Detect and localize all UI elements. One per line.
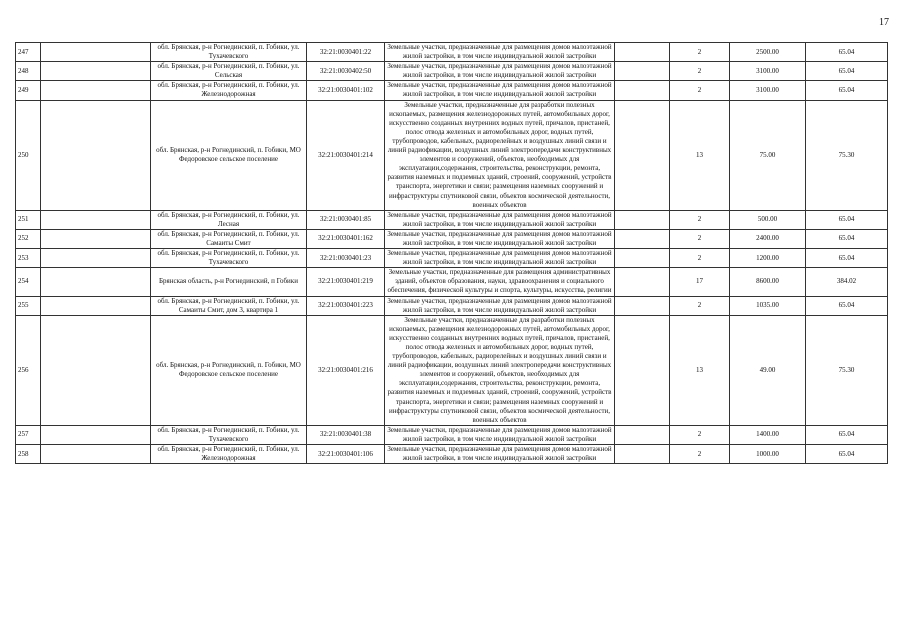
empty-cell: [41, 210, 151, 229]
empty-cell: [615, 229, 670, 248]
empty-cell: [41, 62, 151, 81]
purpose-cell: Земельные участки, предназначенные для размещения домов малоэтажной жилой застройки, в том числе индивидуальной жилой застройки: [385, 296, 615, 315]
area-cell: 3100.00: [730, 62, 806, 81]
area-cell: 1000.00: [730, 445, 806, 464]
empty-cell: [615, 249, 670, 268]
cadastral-number: 32:21:0030401:223: [307, 296, 385, 315]
cadastral-number: 32:21:0030401:22: [307, 43, 385, 62]
row-number: 251: [16, 210, 41, 229]
table-row: [16, 62, 888, 81]
row-number: 249: [16, 81, 41, 100]
rate-cell: 65.04: [806, 210, 888, 229]
table-row: [16, 425, 888, 444]
empty-cell: [41, 268, 151, 296]
row-number: 255: [16, 296, 41, 315]
empty-cell: [615, 425, 670, 444]
quantity-cell: 2: [670, 445, 730, 464]
row-number: 247: [16, 43, 41, 62]
land-plot-table: [15, 42, 888, 464]
rate-cell: 384.02: [806, 268, 888, 296]
empty-cell: [615, 268, 670, 296]
purpose-cell: Земельные участки, предназначенные для размещения домов малоэтажной жилой застройки, в том числе индивидуальной жилой застройки: [385, 425, 615, 444]
empty-cell: [41, 315, 151, 425]
quantity-cell: 2: [670, 249, 730, 268]
table-row: [16, 296, 888, 315]
area-cell: 500.00: [730, 210, 806, 229]
address-cell: обл. Брянская, р-н Рогнединский, п. Гобики, МО Федоровское сельское поселение: [151, 315, 307, 425]
table-row: [16, 210, 888, 229]
rate-cell: 75.30: [806, 315, 888, 425]
empty-cell: [615, 296, 670, 315]
quantity-cell: 2: [670, 425, 730, 444]
empty-cell: [615, 210, 670, 229]
address-cell: обл. Брянская, р-н Рогнединский, п. Гобики, ул. Железнодорожная: [151, 81, 307, 100]
area-cell: 3100.00: [730, 81, 806, 100]
quantity-cell: 2: [670, 296, 730, 315]
empty-cell: [615, 81, 670, 100]
rate-cell: 65.04: [806, 81, 888, 100]
quantity-cell: 2: [670, 62, 730, 81]
empty-cell: [615, 43, 670, 62]
table-row: [16, 249, 888, 268]
row-number: 256: [16, 315, 41, 425]
cadastral-number: 32:21:0030401:85: [307, 210, 385, 229]
cadastral-number: 32:21:0030401:219: [307, 268, 385, 296]
table-row: [16, 43, 888, 62]
rate-cell: 65.04: [806, 425, 888, 444]
rate-cell: 65.04: [806, 229, 888, 248]
empty-cell: [615, 445, 670, 464]
rate-cell: 65.04: [806, 62, 888, 81]
purpose-cell: Земельные участки, предназначенные для размещения домов малоэтажной жилой застройки, в том числе индивидуальной жилой застройки: [385, 81, 615, 100]
table-row: [16, 81, 888, 100]
purpose-cell: Земельные участки, предназначенные для размещения домов малоэтажной жилой застройки, в том числе индивидуальной жилой застройки: [385, 62, 615, 81]
row-number: 250: [16, 100, 41, 210]
area-cell: 49.00: [730, 315, 806, 425]
empty-cell: [615, 62, 670, 81]
empty-cell: [41, 425, 151, 444]
area-cell: 8600.00: [730, 268, 806, 296]
address-cell: обл. Брянская, р-н Рогнединский, п. Гобики, ул. Лесная: [151, 210, 307, 229]
empty-cell: [41, 445, 151, 464]
quantity-cell: 2: [670, 43, 730, 62]
row-number: 248: [16, 62, 41, 81]
purpose-cell: Земельные участки, предназначенные для размещения домов малоэтажной жилой застройки, в том числе индивидуальной жилой застройки: [385, 210, 615, 229]
table-row: [16, 445, 888, 464]
purpose-cell: Земельные участки, предназначенные для размещения домов малоэтажной жилой застройки, в том числе индивидуальной жилой застройки: [385, 249, 615, 268]
rate-cell: 65.04: [806, 249, 888, 268]
area-cell: 75.00: [730, 100, 806, 210]
row-number: 257: [16, 425, 41, 444]
empty-cell: [615, 100, 670, 210]
empty-cell: [41, 229, 151, 248]
cadastral-number: 32:21:0030401:23: [307, 249, 385, 268]
empty-cell: [41, 43, 151, 62]
area-cell: 1035.00: [730, 296, 806, 315]
area-cell: 2400.00: [730, 229, 806, 248]
purpose-cell: Земельные участки, предназначенные для размещения домов малоэтажной жилой застройки, в том числе индивидуальной жилой застройки: [385, 43, 615, 62]
empty-cell: [41, 296, 151, 315]
quantity-cell: 2: [670, 210, 730, 229]
purpose-cell: Земельные участки, предназначенные для размещения административных зданий, объектов образования, науки, здравоохранения и социального обеспечения, физической культуры и спорта, культуры, искусства, религии: [385, 268, 615, 296]
cadastral-number: 32:21:0030401:216: [307, 315, 385, 425]
area-cell: 1200.00: [730, 249, 806, 268]
rate-cell: 75.30: [806, 100, 888, 210]
purpose-cell: Земельные участки, предназначенные для размещения домов малоэтажной жилой застройки, в том числе индивидуальной жилой застройки: [385, 229, 615, 248]
empty-cell: [41, 81, 151, 100]
table-row: [16, 100, 888, 210]
empty-cell: [41, 249, 151, 268]
cadastral-number: 32:21:0030401:38: [307, 425, 385, 444]
purpose-cell: Земельные участки, предназначенные для разработки полезных ископаемых, размещения железнодорожных путей, автомобильных дорог, искусственно созданных внутренних водных путей, причалов, пристаней, полос отвода железных и автомобильных дорог, водных путей, трубопроводов, кабельных, радиорелейных и воздушных линий связи и линий радиофикации, воздушных линий электропередачи конструктивных элементов и сооружений, объектов, необходимых для эксплуатации,содержания, строительства, реконструкции, ремонта, развития наземных и подземных зданий, строений, сооружений, устройств транспорта, энергетики и связи; размещения наземных сооружений и инфраструктуры спутниковой связи, объектов космической деятельности, военных объектов: [385, 315, 615, 425]
quantity-cell: 13: [670, 315, 730, 425]
rate-cell: 65.04: [806, 445, 888, 464]
cadastral-number: 32:21:0030401:214: [307, 100, 385, 210]
table-row: [16, 229, 888, 248]
rate-cell: 65.04: [806, 296, 888, 315]
row-number: 258: [16, 445, 41, 464]
row-number: 253: [16, 249, 41, 268]
row-number: 252: [16, 229, 41, 248]
address-cell: обл. Брянская, р-н Рогнединский, п. Гобики, ул. Тухачевского: [151, 425, 307, 444]
address-cell: обл. Брянская, р-н Рогнединский, п. Гобики, ул. Тухачевского: [151, 43, 307, 62]
quantity-cell: 17: [670, 268, 730, 296]
empty-cell: [615, 315, 670, 425]
address-cell: Брянская область, р-н Рогнединский, п Гобики: [151, 268, 307, 296]
table-row: [16, 315, 888, 425]
cadastral-number: 32:21:0030402:50: [307, 62, 385, 81]
cadastral-number: 32:21:0030401:162: [307, 229, 385, 248]
area-cell: 2500.00: [730, 43, 806, 62]
address-cell: обл. Брянская, р-н Рогнединский, п. Гобики, ул. Самаиты Смит: [151, 229, 307, 248]
row-number: 254: [16, 268, 41, 296]
empty-cell: [41, 100, 151, 210]
area-cell: 1400.00: [730, 425, 806, 444]
address-cell: обл. Брянская, р-н Рогнединский, п. Гобики, ул. Железнодорожная: [151, 445, 307, 464]
address-cell: обл. Брянская, р-н Рогнединский, п. Гобики, ул. Тухачевского: [151, 249, 307, 268]
quantity-cell: 2: [670, 81, 730, 100]
address-cell: обл. Брянская, р-н Рогнединский, п. Гобики, МО Федоровское сельское поселение: [151, 100, 307, 210]
address-cell: обл. Брянская, р-н Рогнединский, п. Гобики, ул. Сельская: [151, 62, 307, 81]
address-cell: обл. Брянская, р-н Рогнединский, п. Гобики, ул. Самаиты Смит, дом 3, квартира 1: [151, 296, 307, 315]
purpose-cell: Земельные участки, предназначенные для размещения домов малоэтажной жилой застройки, в том числе индивидуальной жилой застройки: [385, 445, 615, 464]
table-row: [16, 268, 888, 296]
quantity-cell: 2: [670, 229, 730, 248]
rate-cell: 65.04: [806, 43, 888, 62]
cadastral-number: 32:21:0030401:102: [307, 81, 385, 100]
cadastral-number: 32:21:0030401:106: [307, 445, 385, 464]
page-number: 17: [879, 17, 889, 28]
quantity-cell: 13: [670, 100, 730, 210]
purpose-cell: Земельные участки, предназначенные для разработки полезных ископаемых, размещения железнодорожных путей, автомобильных дорог, искусственно созданных внутренних водных путей, причалов, пристаней, полос отвода железных и автомобильных дорог, водных путей, трубопроводов, кабельных, радиорелейных и воздушных линий связи и линий радиофикации, воздушных линий электропередачи конструктивных элементов и сооружений, объектов, необходимых для эксплуатации,содержания, строительства, реконструкции, ремонта, развития наземных и подземных зданий, строений, сооружений, устройств транспорта, энергетики и связи; размещения наземных сооружений и инфраструктуры спутниковой связи, объектов космической деятельности, военных объектов: [385, 100, 615, 210]
